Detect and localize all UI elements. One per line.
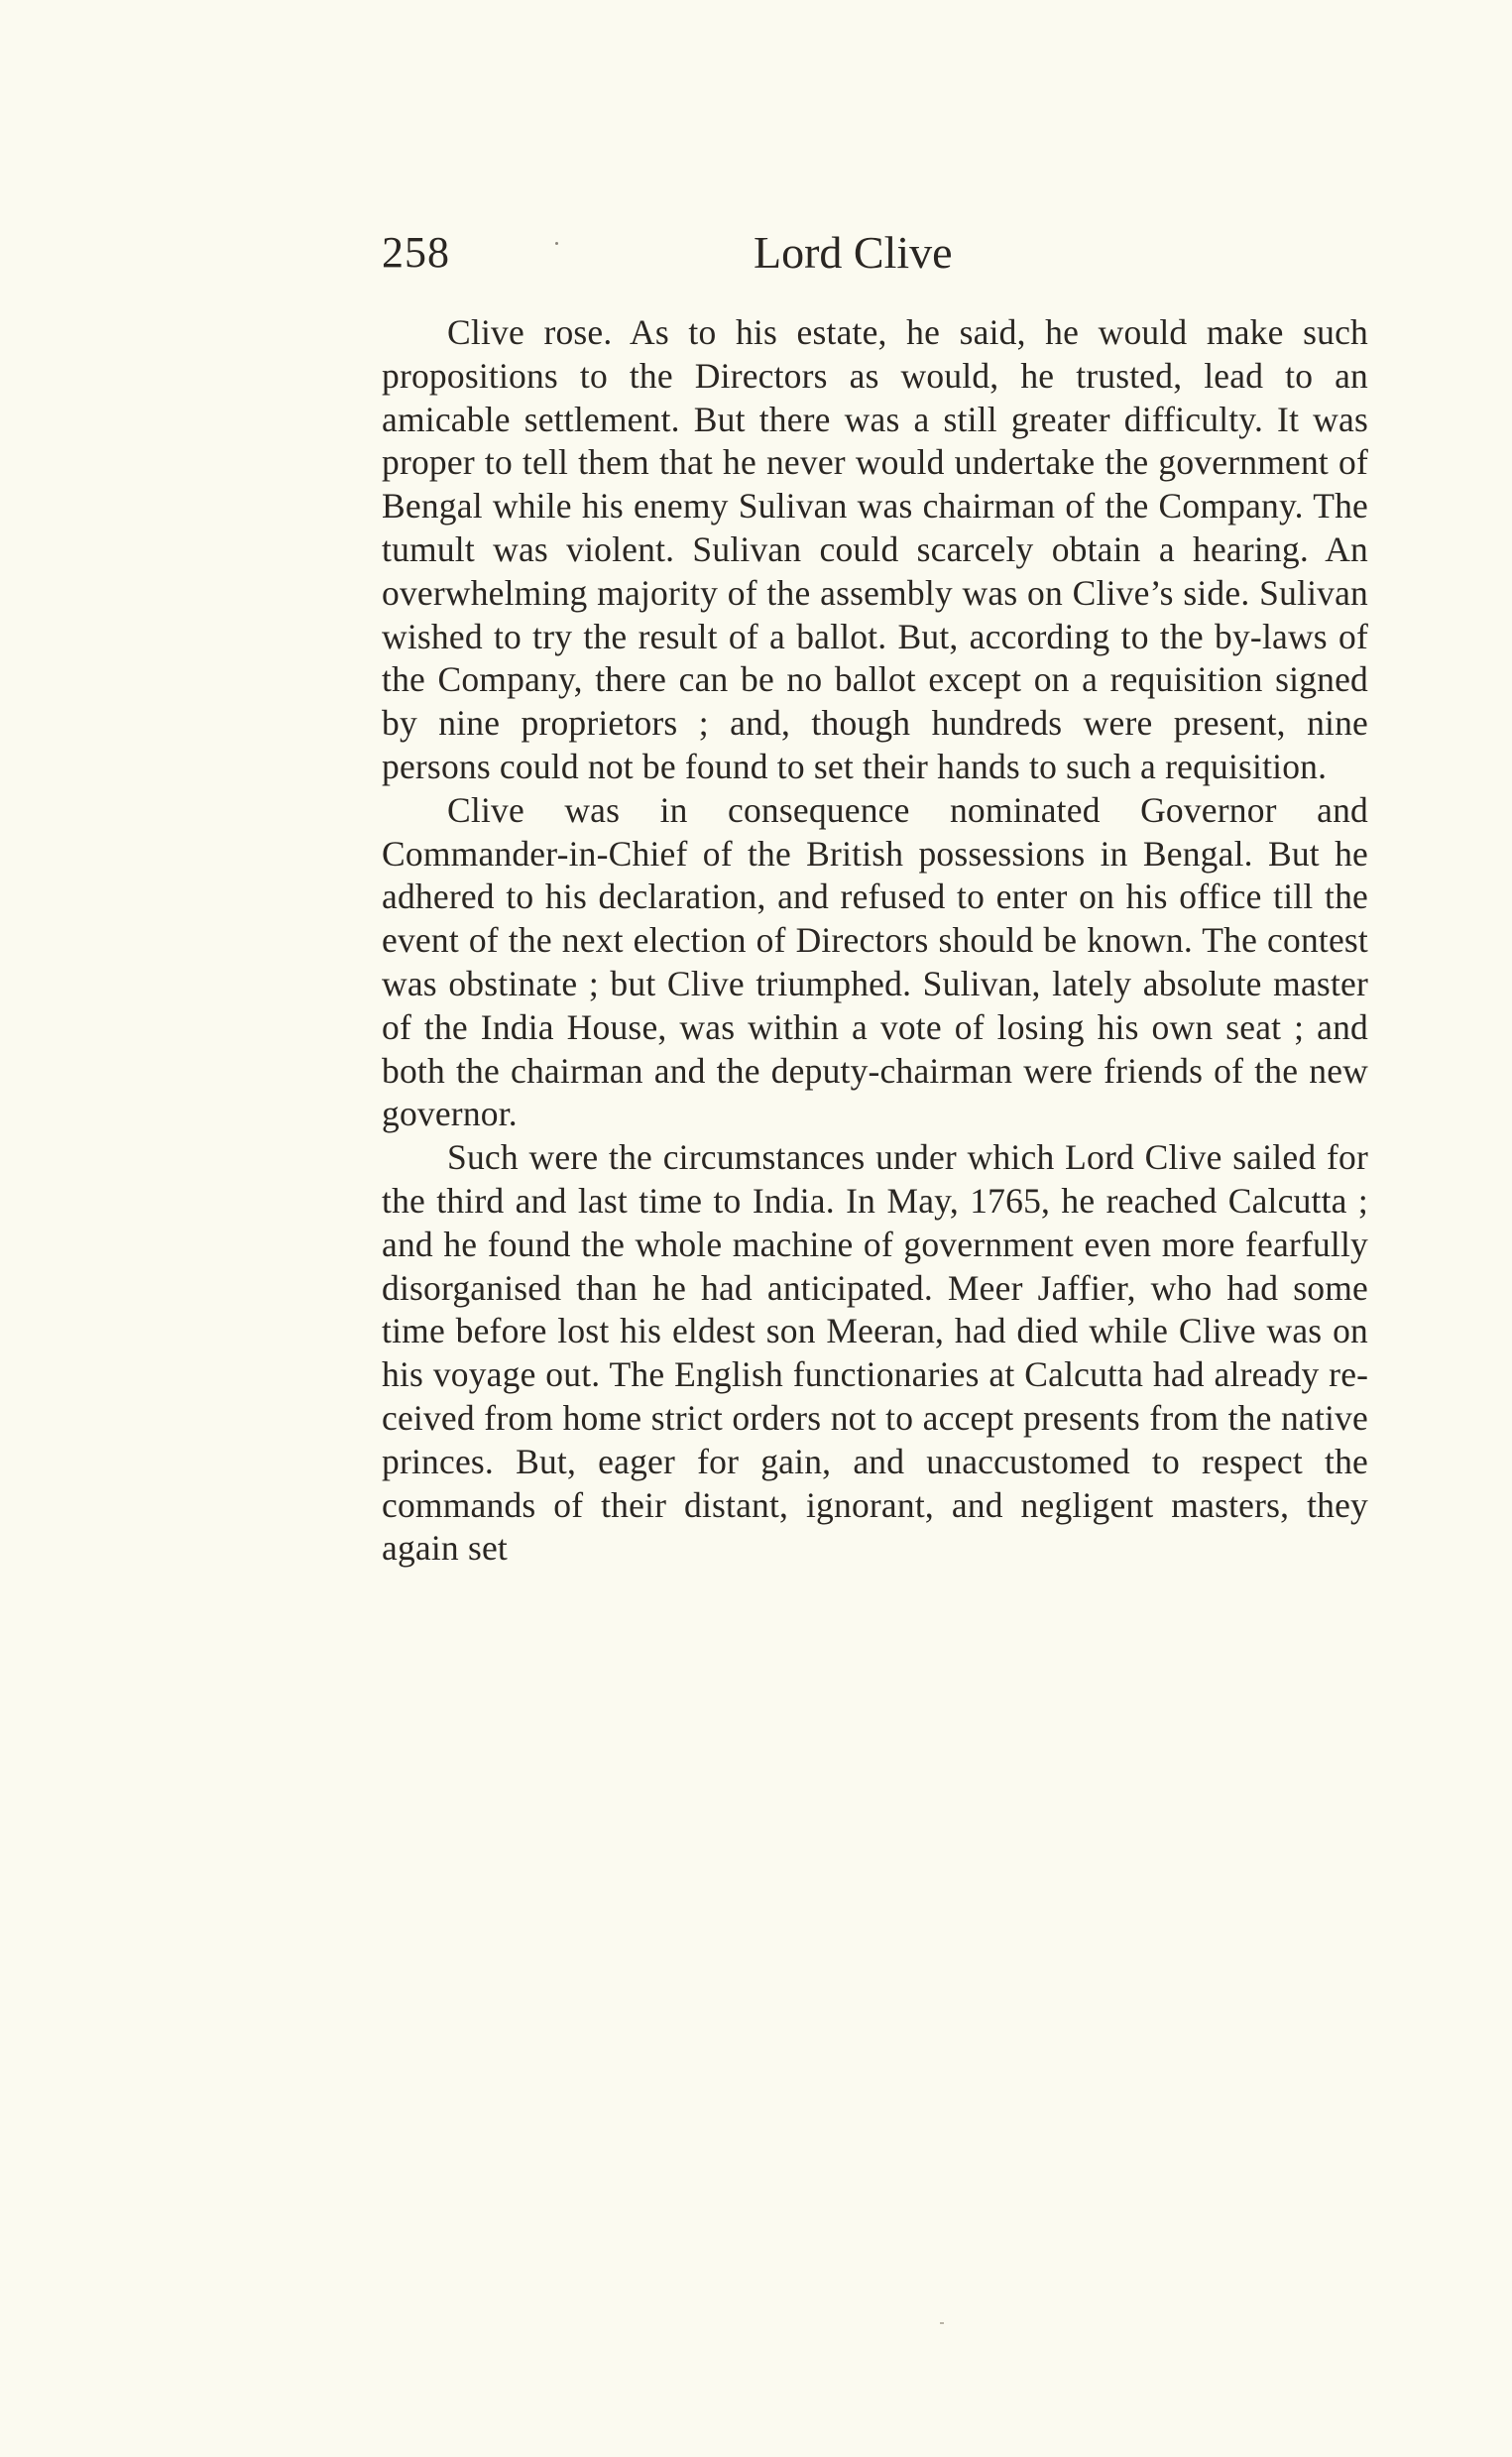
paragraph-3: Such were the circumstances under which Lord Clive sailed for the third and last time to India. In May, 1765, he reached Calcutta ; and he found the whole machine of government even more fearfully disorganised than he had anticipated. Meer Jaffier, who had some time before lost his eldest son Meeran, had died while Clive was on his voyage out. The English functionaries at Calcutta had already received from home strict orders not to accept presents from the native princes. But, eager for gain, and unaccustomed to respect the commands of their distant, ignorant, and negligent masters, they again set — [382, 1137, 1368, 1569]
header-dot — [555, 242, 558, 245]
paragraph-1: Clive rose. As to his estate, he said, he would make such propositions to the Directors as would, he trusted, lead to an amicable settlement. But there was a still greater difficulty. It was proper to tell them that he never would undertake the government of Bengal while his enemy Sulivan was chairman of the Company. The tumult was violent. Sulivan could scarcely obtain a hearing. An overwhelming majority of the assembly was on Clive’s side. Sulivan wished to try the result of a ballot. But, according to the by-laws of the Company, there can be no ballot except on a requisition signed by nine proprietors ; and, though hundreds were present, nine persons could not be found to set their hands to such a requisition. — [382, 312, 1368, 786]
body-text — [382, 311, 1368, 1571]
paragraph-2: Clive was in consequence nominated Governor and Commander-in-Chief of the British possessions in Bengal. But he adhered to his declaration, and refused to enter on his office till the event of the next election of Directors should be known. The contest was obstinate ; but Clive triumphed. Sulivan, lately absolute master of the India House, was within a vote of losing his own seat ; and both the chairman and the deputy-chairman were friends of the new governor. — [382, 789, 1368, 1134]
footer-mark — [940, 2322, 944, 2324]
running-head: Lord Clive — [754, 227, 953, 278]
page-number: 258 — [382, 228, 450, 277]
page-header — [382, 218, 1368, 288]
